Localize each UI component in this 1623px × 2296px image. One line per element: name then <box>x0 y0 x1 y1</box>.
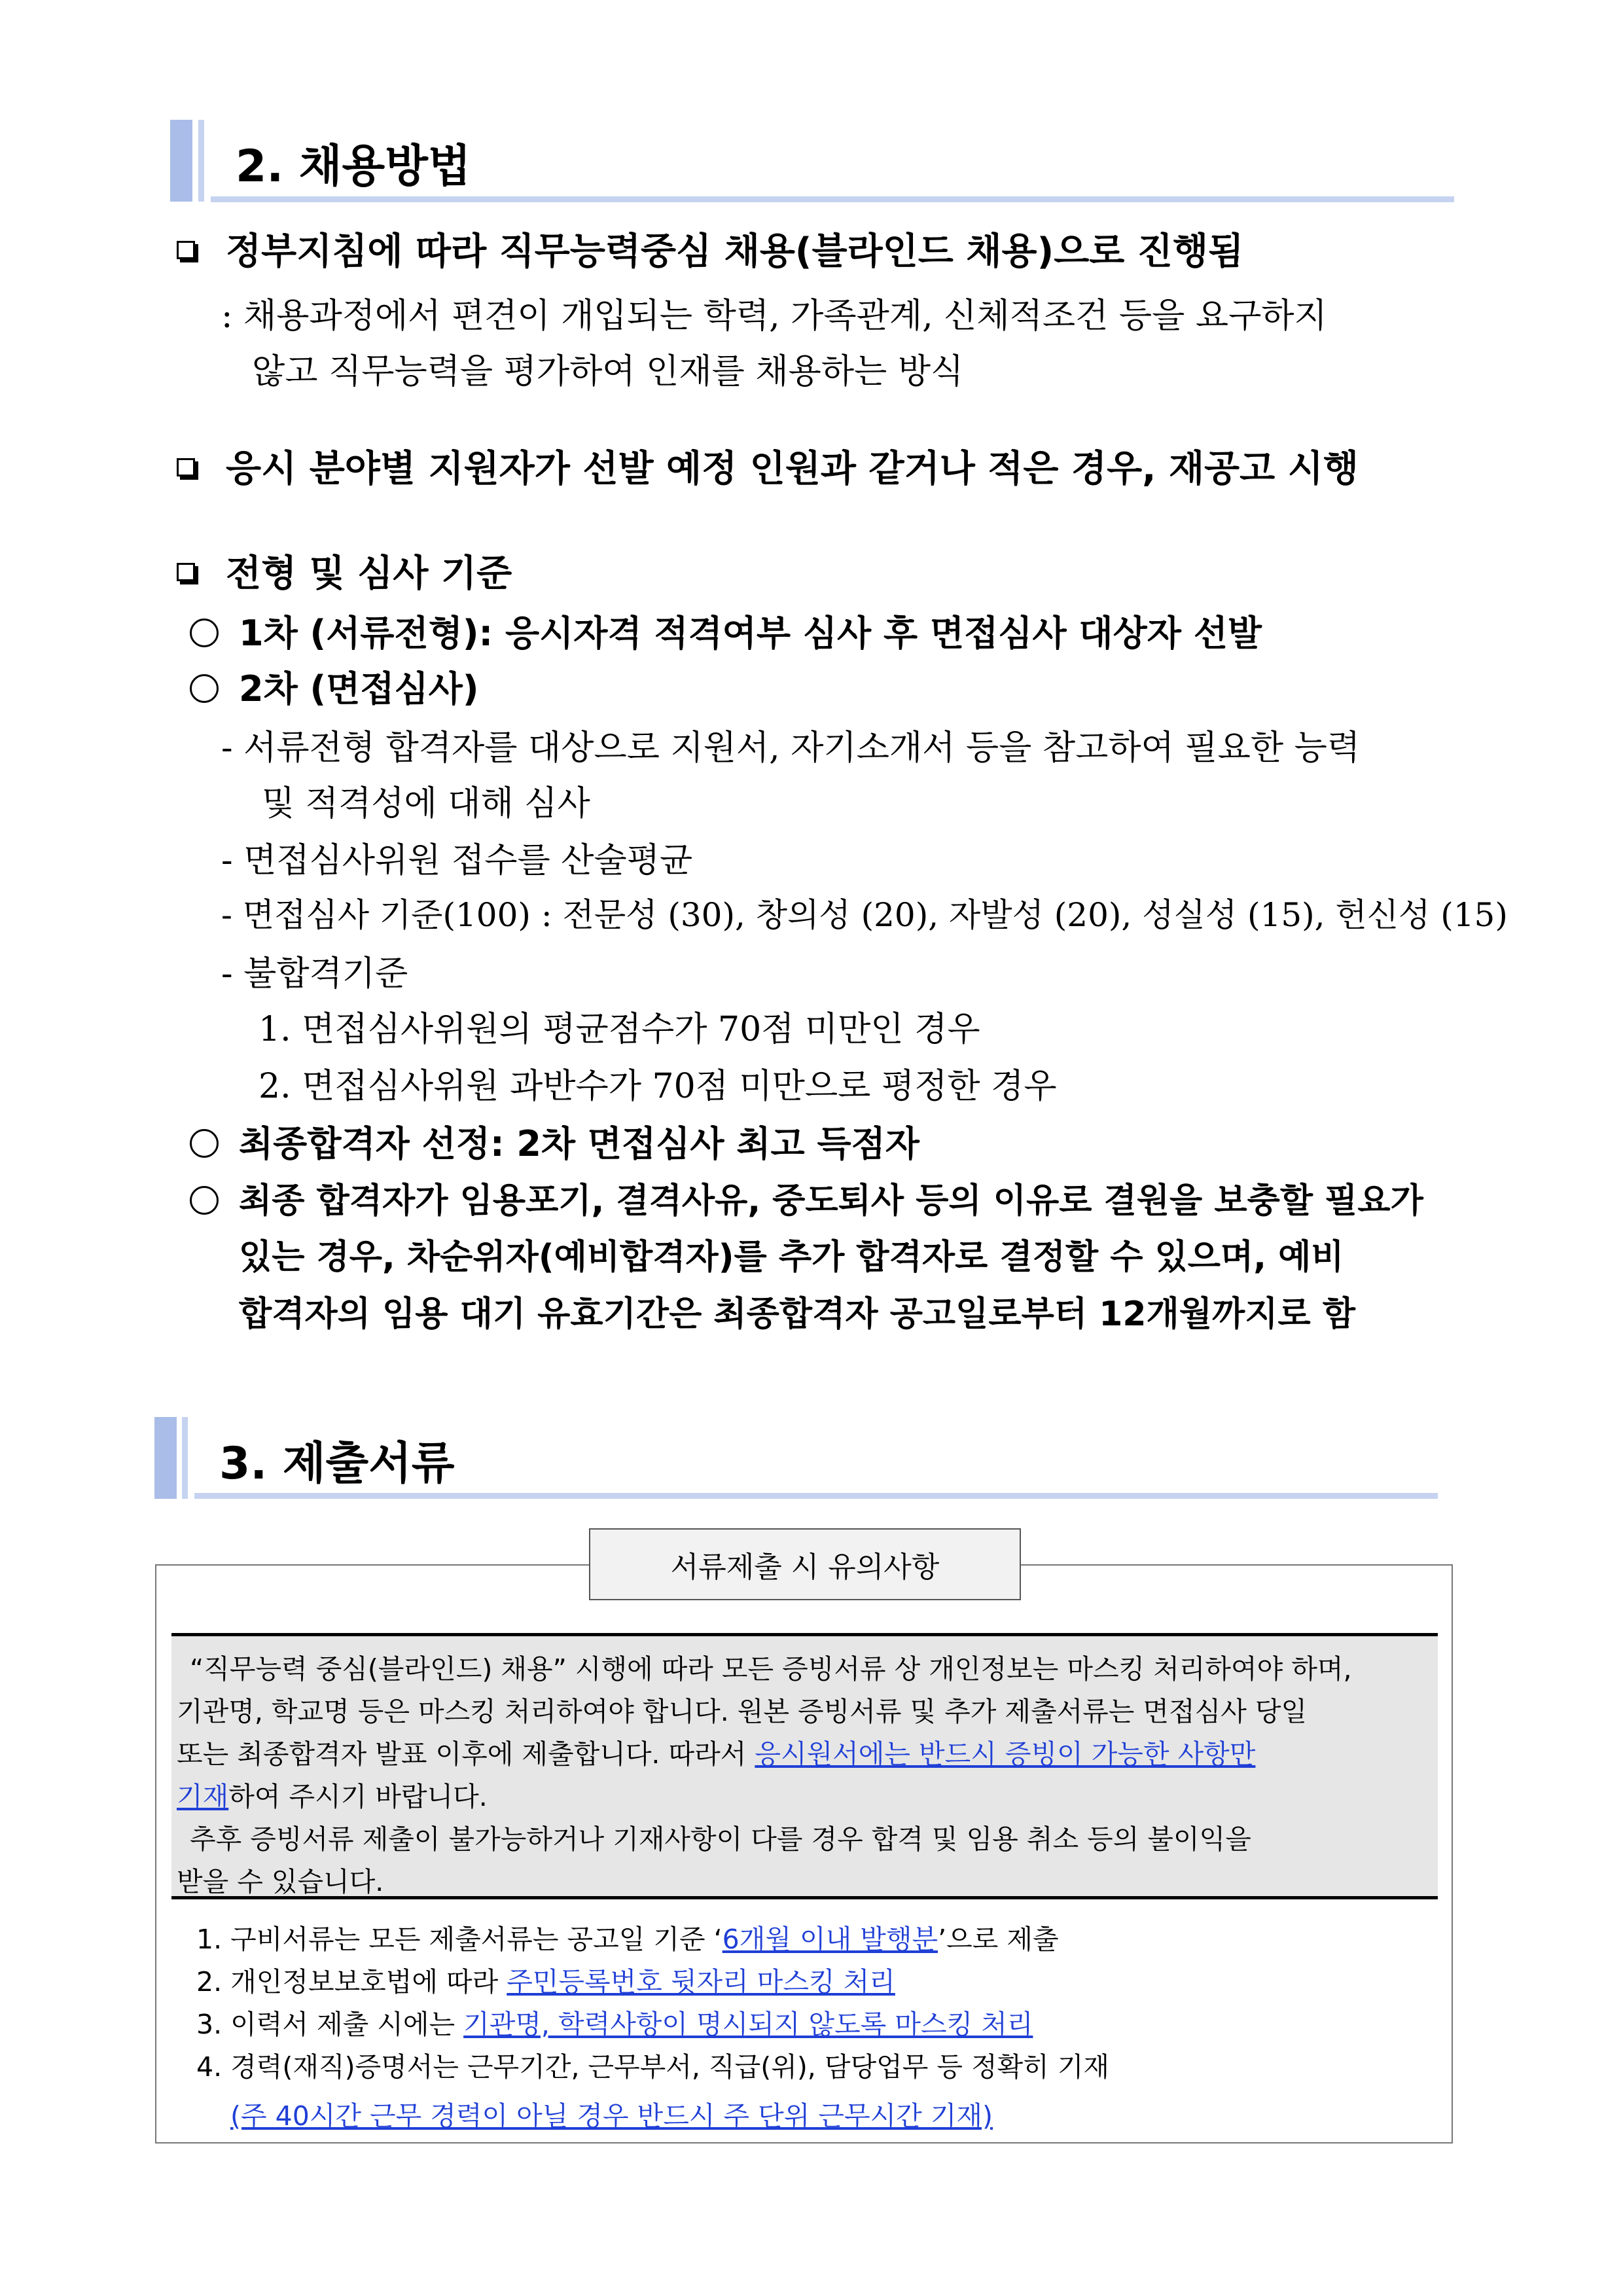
stage2-dash1-line2: 및 적격성에 대해 심사 <box>262 784 590 823</box>
list-item <box>196 1918 1059 1956</box>
notice-line-5: 추후 증빙서류 제출이 불가능하거나 기재사항이 다를 경우 합격 및 임용 취소 등의 불이익을 <box>190 1823 1251 1855</box>
list-item <box>196 2003 1033 2041</box>
list-item-text: ’으로 제출 <box>938 1924 1059 1955</box>
list-item <box>196 1960 895 1999</box>
section-bar-thin <box>198 120 204 202</box>
final-selection-text: 최종합격자 선정: 2차 면접심사 최고 득점자 <box>239 1123 919 1164</box>
list-item-text: 4. 경력(재직)증명서는 근무기간, 근무부서, 직급(위), 담당업무 등 정확히 기재 <box>196 2051 1110 2083</box>
reserve-text-line2: 있는 경우, 차순위자(예비합격자)를 추가 합격자로 결정할 수 있으며, 예비 <box>239 1238 1344 1277</box>
stage1-text: 1차 (서류전형): 응시자격 적격여부 심사 후 면접심사 대상자 선발 <box>239 613 1262 654</box>
notice-line-4-text: 하여 주시기 바랍니다. <box>228 1781 488 1812</box>
reserve-text-line1: 최종 합격자가 임용포기, 결격사유, 중도퇴사 등의 이유로 결원을 보충할 필요가 <box>239 1181 1423 1221</box>
list-item-emphasis: 주민등록번호 뒷자리 마스킹 처리 <box>507 1966 895 1998</box>
list-item-text: 1. 구비서류는 모든 제출서류는 공고일 기준 ‘ <box>196 1924 722 1955</box>
fail-criterion-2: 2. 면접심사위원 과반수가 70점 미만으로 평정한 경우 <box>259 1067 1057 1106</box>
recruit-method-desc-line1: : 채용과정에서 편견이 개입되는 학력, 가족관계, 신체적조건 등을 요구하지 <box>221 296 1327 336</box>
stage2-dash4: - 불합격기준 <box>221 954 408 994</box>
notice-line-4 <box>177 1775 488 1814</box>
list-item <box>196 2045 1109 2084</box>
section-2-title: 2. 채용방법 <box>236 141 471 192</box>
section-bar-decoration <box>154 1417 177 1499</box>
circle-bullet-icon <box>190 1186 219 1215</box>
stage2-dash3: - 면접심사 기준(100) : 전문성 (30), 창의성 (20), 자발성 (20), 성실성 (15), 헌신성 (15) <box>221 896 1508 934</box>
screening-criteria-heading: 전형 및 심사 기준 <box>226 552 512 595</box>
stage2-dash1-line1: - 서류전형 합격자를 대상으로 지원서, 자기소개서 등을 참고하여 필요한 능력 <box>221 728 1361 768</box>
notice-line-4-emphasis: 기재 <box>177 1781 229 1812</box>
notice-line-1: “직무능력 중심(블라인드) 채용” 시행에 따라 모든 증빙서류 상 개인정보는 마스킹 처리하여야 하며, <box>190 1653 1352 1685</box>
square-bullet-icon <box>177 563 195 581</box>
circle-bullet-icon <box>190 1129 219 1158</box>
notice-line-6: 받을 수 있습니다. <box>177 1866 384 1897</box>
section-3-title: 3. 제출서류 <box>219 1438 455 1490</box>
section-bar-decoration <box>170 120 192 202</box>
circle-bullet-icon <box>190 619 219 647</box>
stage2-text: 2차 (면접심사) <box>239 668 479 709</box>
list-item-text: 3. 이력서 제출 시에는 <box>196 2009 464 2040</box>
notice-line-2: 기관명, 학교명 등은 마스킹 처리하여야 합니다. 원본 증빙서류 및 추가 제출서류는 면접심사 당일 <box>177 1696 1308 1727</box>
stage2-dash2: - 면접심사위원 접수를 산술평균 <box>221 841 693 880</box>
recruit-method-desc-line2: 않고 직무능력을 평가하여 인재를 채용하는 방식 <box>252 352 964 391</box>
notice-box-label-text: 서류제출 시 유의사항 <box>670 1551 940 1584</box>
list-item-emphasis: 기관명, 학력사항이 명시되지 않도록 마스킹 처리 <box>463 2009 1033 2040</box>
re-announcement-heading: 응시 분야별 지원자가 선발 예정 인원과 같거나 적은 경우, 재공고 시행 <box>226 448 1359 490</box>
notice-box-label <box>589 1528 1021 1600</box>
notice-line-3-emphasis: 응시원서에는 반드시 증빙이 가능한 사항만 <box>755 1738 1256 1770</box>
section-bar-thin <box>182 1417 188 1499</box>
square-bullet-icon <box>177 458 195 476</box>
square-bullet-icon <box>177 241 195 259</box>
section-underline <box>211 196 1454 202</box>
circle-bullet-icon <box>190 674 219 703</box>
notice-line-3 <box>177 1732 1255 1771</box>
notice-line-3-text: 또는 최종합격자 발표 이후에 제출합니다. 따라서 <box>177 1738 755 1770</box>
list-item-emphasis: 6개월 이내 발행분 <box>722 1924 938 1955</box>
list-note <box>230 2094 993 2133</box>
fail-criterion-1: 1. 면접심사위원의 평균점수가 70점 미만인 경우 <box>259 1010 980 1049</box>
list-item-text: 2. 개인정보보호법에 따라 <box>196 1966 507 1998</box>
reserve-text-line3: 합격자의 임용 대기 유효기간은 최종합격자 공고일로부터 12개월까지로 함 <box>239 1295 1356 1334</box>
section-underline <box>194 1493 1438 1499</box>
recruit-method-heading: 정부지침에 따라 직무능력중심 채용(블라인드 채용)으로 진행됨 <box>226 230 1244 273</box>
list-note-text: (주 40시간 근무 경력이 아닐 경우 반드시 주 단위 근무시간 기재) <box>230 2100 993 2132</box>
